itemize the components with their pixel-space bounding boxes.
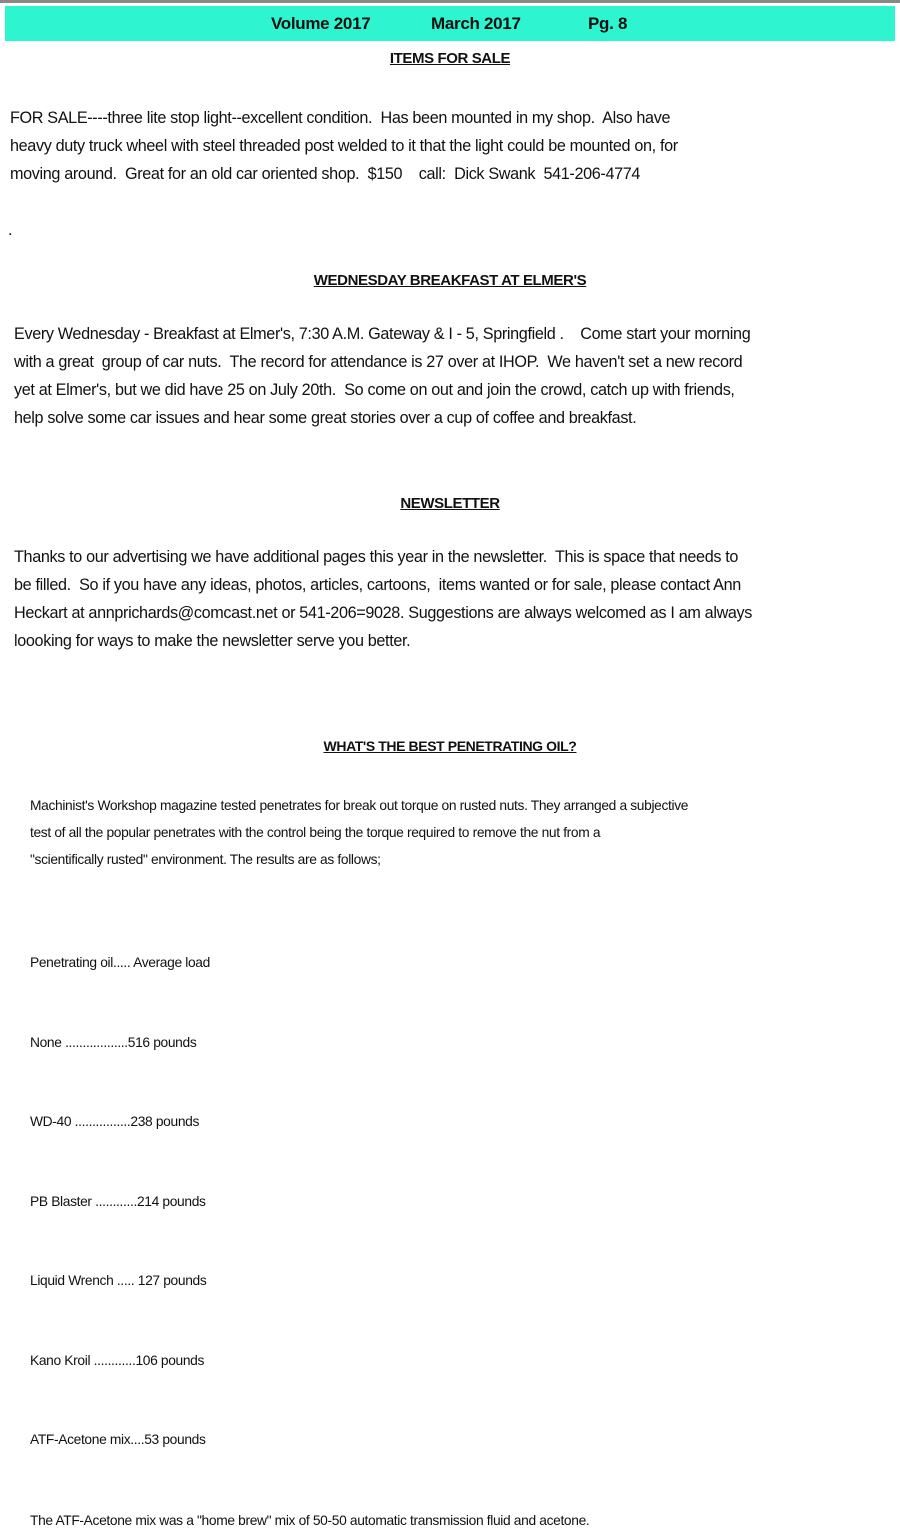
page-header-bar (5, 6, 895, 41)
oil-footnote: The ATF-Acetone mix was a "home brew" mix of 50-50 automatic transmission fluid and acetone. (30, 1513, 590, 1528)
paragraph-line: be filled. So if you have any ideas, photos, articles, cartoons, items wanted or for sale, please contact Ann (14, 576, 741, 594)
oil-results-list (0, 897, 900, 1480)
top-border (0, 0, 900, 3)
page-number: Pg. 8 (588, 14, 628, 33)
result-item: Kano Kroil ............106 pounds (30, 1352, 205, 1368)
month-label: March 2017 (431, 14, 521, 33)
oil-body (0, 792, 900, 873)
result-item: PB Blaster ............214 pounds (30, 1193, 206, 1209)
stray-mark: . (8, 221, 13, 239)
newsletter-heading: NEWSLETTER (400, 495, 500, 512)
paragraph-line: "scientifically rusted" environment. The results are as follows; (30, 852, 381, 867)
paragraph-line: yet at Elmer's, but we did have 25 on July 20th. So come on out and join the crowd, catch up with friends, (14, 381, 735, 399)
volume-label: Volume 2017 (271, 14, 371, 33)
paragraph-line: loooking for ways to make the newsletter serve you better. (14, 632, 411, 650)
paragraph-line: help solve some car issues and hear some great stories over a cup of coffee and breakfast. (14, 409, 637, 427)
paragraph-line: Machinist's Workshop magazine tested penetrates for break out torque on rusted nuts. They arranged a subjective (30, 798, 689, 813)
result-item: ATF-Acetone mix....53 pounds (30, 1432, 206, 1447)
items-for-sale-body (0, 104, 900, 244)
items-for-sale-heading: ITEMS FOR SALE (389, 50, 511, 67)
result-item: Liquid Wrench ..... 127 pounds (30, 1273, 207, 1288)
paragraph-line: test of all the popular penetrates with the control being the torque required to remove the nut from a (30, 825, 601, 840)
paragraph-line: Thanks to our advertising we have additional pages this year in the newsletter. This is space that needs to (14, 548, 739, 566)
paragraph-line: heavy duty truck wheel with steel threaded post welded to it that the light could be mounted on, for (10, 137, 678, 155)
result-item: WD-40 ................238 pounds (30, 1114, 200, 1129)
paragraph-line: with a great group of car nuts. The record for attendance is 27 over at IHOP. We haven't set a new record (14, 353, 743, 371)
newsletter-body (0, 543, 900, 655)
result-item: None ..................516 pounds (30, 1034, 197, 1050)
breakfast-body (0, 320, 900, 432)
results-header: Penetrating oil..... Average load (30, 955, 210, 970)
oil-heading: WHAT'S THE BEST PENETRATING OIL? (323, 738, 577, 754)
paragraph-line: Heckart at annprichards@comcast.net or 541-206=9028. Suggestions are always welcomed as I am always (14, 604, 753, 622)
paragraph-line: moving around. Great for an old car oriented shop. $150 call: Dick Swank 541-206-4774 (10, 165, 641, 183)
breakfast-heading: WEDNESDAY BREAKFAST AT ELMER'S (313, 272, 587, 289)
paragraph-line: FOR SALE----three lite stop light--excellent condition. Has been mounted in my shop. Also have (10, 109, 671, 127)
paragraph-line: Every Wednesday - Breakfast at Elmer's, 7:30 A.M. Gateway & I - 5, Springfield . Come start your morning (14, 325, 751, 343)
